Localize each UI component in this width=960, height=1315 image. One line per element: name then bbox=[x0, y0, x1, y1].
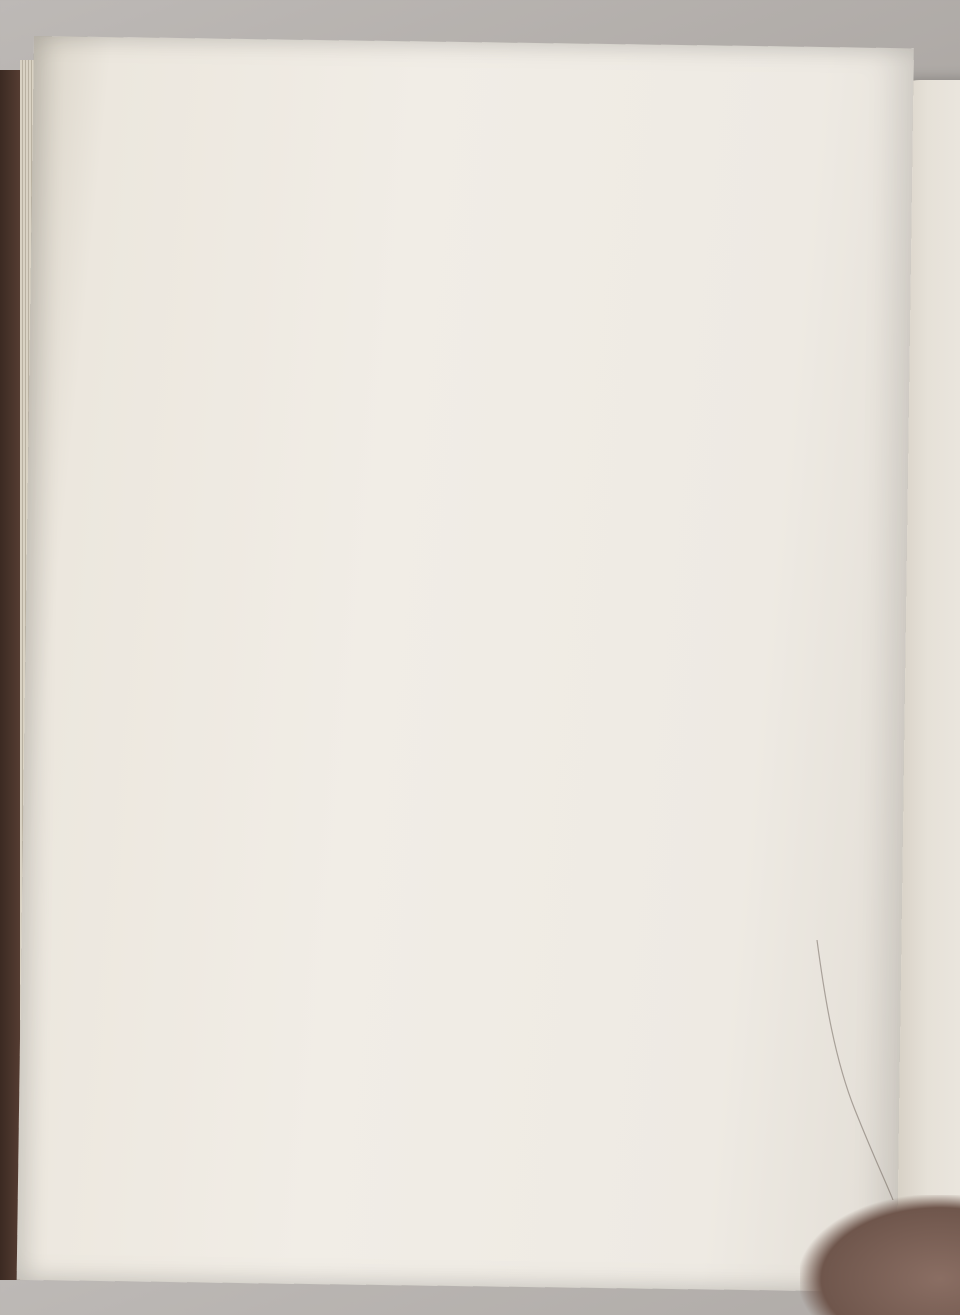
printers-ornament bbox=[418, 612, 748, 872]
running-head bbox=[268, 146, 868, 176]
thumb bbox=[800, 1195, 960, 1315]
page-crease bbox=[815, 940, 895, 1200]
